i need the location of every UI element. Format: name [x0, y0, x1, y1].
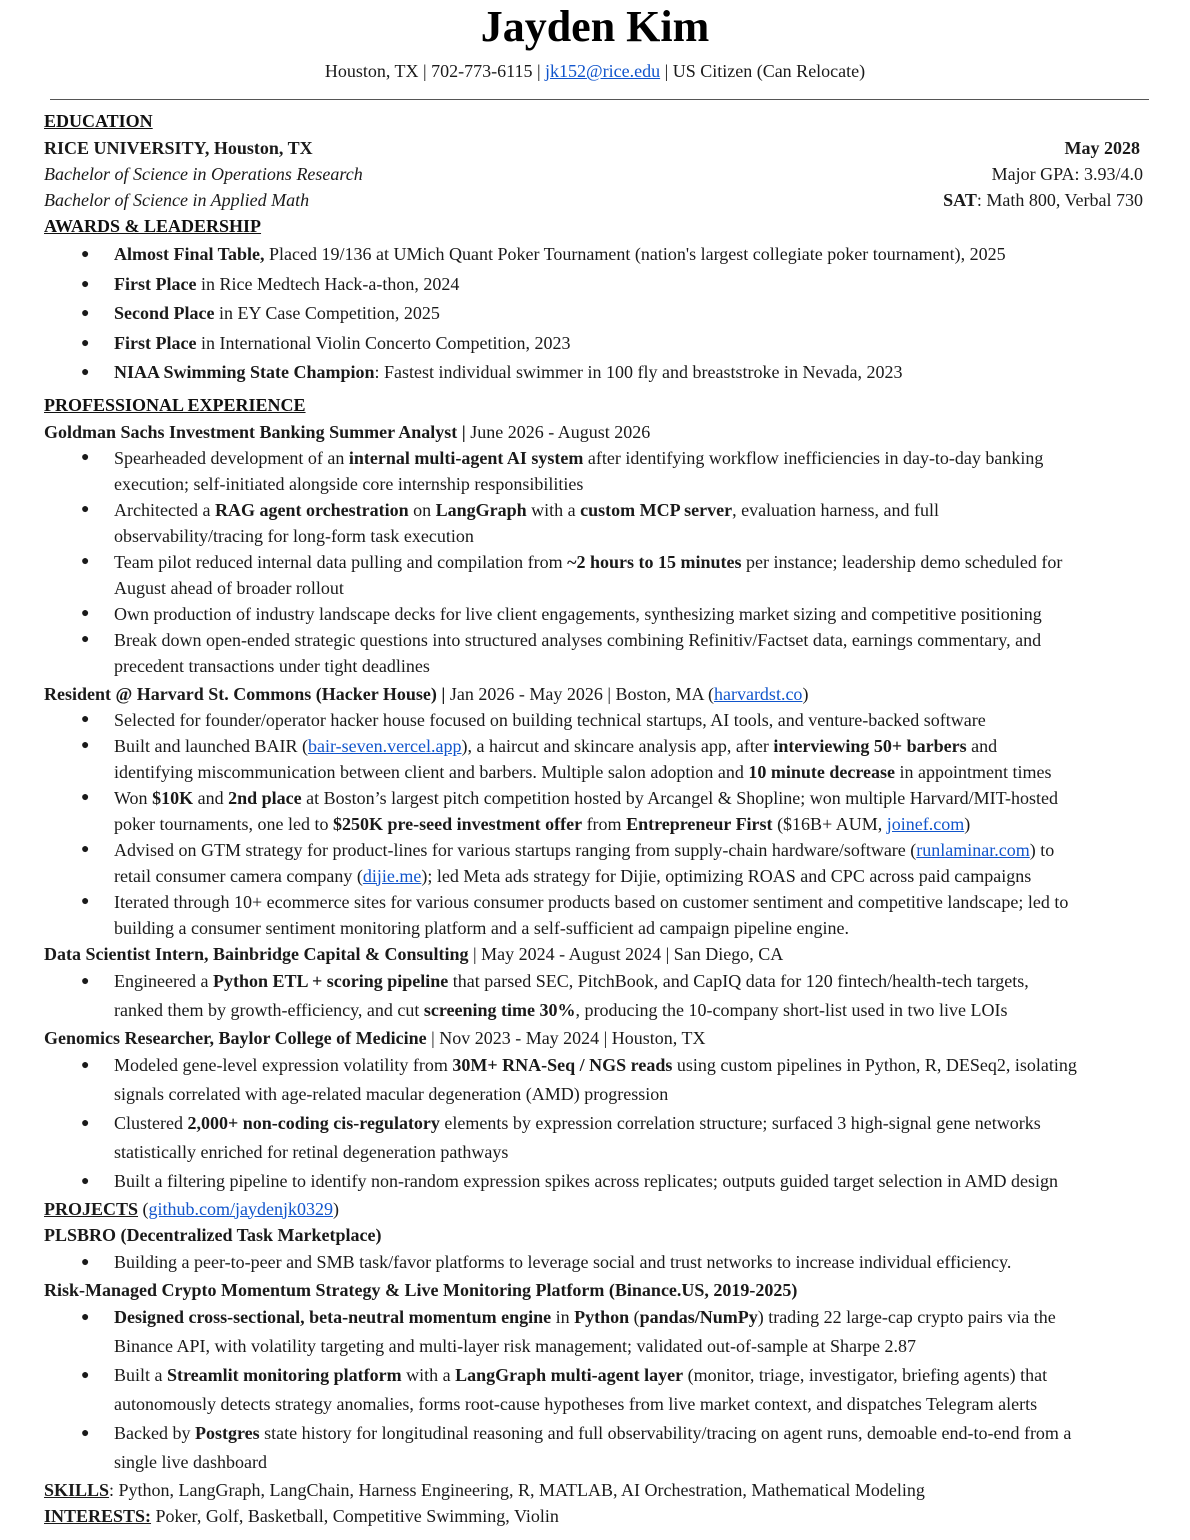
list-item: ● First Place in International Violin Concerto Competition, 2023: [44, 329, 1156, 359]
list-item: ● Architected a RAG agent orchestration on LangGraph with a custom MCP server, evaluation harness, and full observability/tracing for long-form task execution: [44, 497, 1156, 549]
bullet-icon: ●: [81, 1309, 90, 1325]
runlaminar-link[interactable]: runlaminar.com: [916, 839, 1030, 860]
education-heading: EDUCATION: [44, 111, 153, 131]
education-degree-row: [44, 187, 1156, 213]
list-item: ● Won $10K and 2nd place at Boston’s largest pitch competition hosted by Arcangel & Shopline; won multiple Harvard/MIT-hosted poker tournaments, one led to $250K pre-seed investment offer from Entrepreneur First ($16B+ AUM, joinef.com): [44, 785, 1156, 837]
joinef-link[interactable]: joinef.com: [886, 813, 965, 834]
header-divider: [50, 99, 1149, 100]
dijie-link[interactable]: dijie.me: [362, 865, 422, 886]
bullet-icon: ●: [81, 276, 90, 292]
list-item: ● NIAA Swimming State Champion: Fastest individual swimmer in 100 fly and breaststroke in Nevada, 2023: [44, 358, 1156, 388]
list-item: ● Iterated through 10+ ecommerce sites for various consumer products based on customer sentiment and competitive landscape; led to building a consumer sentiment monitoring platform and a self-sufficient ad campaign pipeline engine.: [44, 889, 1156, 941]
bullet-icon: ●: [81, 841, 90, 857]
bullet-icon: ●: [81, 893, 90, 909]
school-name: RICE UNIVERSITY, Houston, TX: [44, 138, 313, 158]
bair-link[interactable]: bair-seven.vercel.app: [307, 735, 462, 756]
list-item: ● Selected for founder/operator hacker house focused on building technical startups, AI tools, and venture-backed software: [44, 707, 1156, 733]
list-item: ● Team pilot reduced internal data pulling and compilation from ~2 hours to 15 minutes per instance; leadership demo scheduled for August ahead of broader rollout: [44, 549, 1156, 601]
job-header-hacker-house: Resident @ Harvard St. Commons (Hacker House) | Jan 2026 - May 2026 | Boston, MA (harvardst.co): [44, 683, 809, 704]
bullet-icon: ●: [81, 553, 90, 569]
graduation-date: May 2028: [1064, 138, 1140, 158]
awards-list: [44, 240, 1156, 388]
skills-text: : Python, LangGraph, LangChain, Harness Engineering, R, MATLAB, AI Orchestration, Mathematical Modeling: [109, 1479, 925, 1500]
bullet-icon: ●: [81, 306, 90, 321]
interests-text: Poker, Golf, Basketball, Competitive Swimming, Violin: [151, 1505, 559, 1526]
contact-prefix: Houston, TX | 702-773-6115 |: [324, 61, 546, 81]
goldman-bullets: [44, 445, 1156, 679]
bullet-icon: ●: [81, 1115, 90, 1131]
bullet-icon: ●: [81, 449, 90, 465]
list-item: ● Built a filtering pipeline to identify non-random expression spikes across replicates; outputs guided target selection in AMD design: [44, 1167, 1156, 1196]
list-item: ● Own production of industry landscape decks for live client engagements, synthesizing market sizing and competitive positioning: [44, 601, 1156, 627]
list-item: ● Built a Streamlit monitoring platform with a LangGraph multi-agent layer (monitor, triage, investigator, briefing agents) that autonomously detects strategy anomalies, forms root-cause hypotheses from live market context, and dispatches Telegram alerts: [44, 1361, 1156, 1419]
bullet-icon: ●: [81, 973, 90, 989]
hacker-house-bullets: [44, 707, 1156, 941]
list-item: ● Almost Final Table, Placed 19/136 at UMich Quant Poker Tournament (nation's largest collegiate poker tournament), 2025: [44, 240, 1156, 270]
list-item: ● Clustered 2,000+ non-coding cis-regulatory elements by expression correlation structure; surfaced 3 high-signal gene networks statistically enriched for retinal degeneration pathways: [44, 1109, 1156, 1167]
job-header-goldman: Goldman Sachs Investment Banking Summer Analyst | June 2026 - August 2026: [44, 421, 651, 442]
bullet-icon: ●: [81, 605, 90, 621]
bullet-icon: ●: [81, 1254, 90, 1270]
job-header-bainbridge: Data Scientist Intern, Bainbridge Capital & Consulting | May 2024 - August 2024 | San Diego, CA: [44, 943, 784, 964]
bullet-icon: ●: [81, 365, 90, 380]
interests-label: INTERESTS:: [44, 1505, 152, 1526]
awards-heading: AWARDS & LEADERSHIP: [44, 216, 262, 236]
list-item: ● Engineered a Python ETL + scoring pipeline that parsed SEC, PitchBook, and CapIQ data for 120 fintech/health-tech targets, ranked them by growth-efficiency, and cut screening time 30%, producing the 10-company short-list used in two live LOIs: [44, 967, 1156, 1025]
list-item: ● Spearheaded development of an internal multi-agent AI system after identifying workflow inefficiencies in day-to-day banking execution; self-initiated alongside core internship responsibilities: [44, 445, 1156, 497]
list-item: ● Built and launched BAIR (bair-seven.vercel.app), a haircut and skincare analysis app, after interviewing 50+ barbers and identifying miscommunication between client and barbers. Multiple salon adoption and 10 minute decrease in appointment times: [44, 733, 1156, 785]
bullet-icon: ●: [81, 737, 90, 753]
contact-suffix: | US Citizen (Can Relocate): [660, 61, 866, 81]
bullet-icon: ●: [81, 1367, 90, 1383]
skills-label: SKILLS: [44, 1479, 110, 1500]
degree-applied-math: Bachelor of Science in Applied Math: [44, 190, 310, 210]
github-link[interactable]: github.com/jaydenjk0329: [148, 1198, 334, 1219]
list-item: ● First Place in Rice Medtech Hack-a-thon, 2024: [44, 270, 1156, 300]
list-item: ● Designed cross-sectional, beta-neutral momentum engine in Python (pandas/NumPy) trading 22 large-cap crypto pairs via the Binance API, with volatility targeting and multi-layer risk management; validated out-of-sample at Sharpe 2.87: [44, 1303, 1156, 1361]
bainbridge-bullets: [44, 967, 1156, 1025]
bullet-icon: ●: [81, 1425, 90, 1441]
list-item: ● Modeled gene-level expression volatility from 30M+ RNA-Seq / NGS reads using custom pipelines in Python, R, DESeq2, isolating signals correlated with age-related macular degeneration (AMD) progression: [44, 1051, 1156, 1109]
projects-heading-row: PROJECTS (github.com/jaydenjk0329): [44, 1198, 340, 1219]
project-title-plsbro: PLSBRO (Decentralized Task Marketplace): [44, 1224, 382, 1245]
skills-row: [44, 1477, 1156, 1503]
plsbro-bullets: [44, 1248, 1156, 1277]
job-header-baylor: Genomics Researcher, Baylor College of Medicine | Nov 2023 - May 2024 | Houston, TX: [44, 1027, 706, 1048]
degree-operations-research: Bachelor of Science in Operations Research: [44, 164, 363, 184]
baylor-bullets: [44, 1051, 1156, 1196]
major-gpa: Major GPA: 3.93/4.0: [991, 164, 1143, 184]
education-school-row: [44, 135, 1156, 161]
project-title-crypto: Risk-Managed Crypto Momentum Strategy & Live Monitoring Platform (Binance.US, 2019-2025): [44, 1279, 798, 1300]
bullet-icon: ●: [81, 501, 90, 517]
list-item: ● Building a peer-to-peer and SMB task/favor platforms to leverage social and trust networks to increase individual efficiency.: [44, 1248, 1156, 1277]
bullet-icon: ●: [81, 789, 90, 805]
email-link[interactable]: jk152@rice.edu: [545, 61, 661, 81]
education-degree-row: [44, 161, 1156, 187]
sat-scores: SAT: Math 800, Verbal 730: [943, 190, 1143, 210]
experience-heading: PROFESSIONAL EXPERIENCE: [44, 394, 306, 415]
bullet-icon: ●: [81, 335, 90, 351]
bullet-icon: ●: [81, 1057, 90, 1073]
bullet-icon: ●: [81, 631, 90, 647]
bullet-icon: ●: [81, 247, 90, 262]
crypto-bullets: [44, 1303, 1156, 1477]
projects-heading: PROJECTS: [44, 1198, 139, 1219]
contact-line: [0, 59, 1190, 83]
bullet-icon: ●: [81, 711, 90, 727]
list-item: ● Advised on GTM strategy for product-lines for various startups ranging from supply-chain hardware/software (runlaminar.com) to retail consumer camera company (dijie.me); led Meta ads strategy for Dijie, optimizing ROAS and CPC across paid campaigns: [44, 837, 1156, 889]
list-item: ● Backed by Postgres state history for longitudinal reasoning and full observability/tracing on agent runs, demoable end-to-end from a single live dashboard: [44, 1419, 1156, 1477]
harvardst-link[interactable]: harvardst.co: [713, 683, 803, 704]
list-item: ● Break down open-ended strategic questions into structured analyses combining Refinitiv/Factset data, earnings commentary, and precedent transactions under tight deadlines: [44, 627, 1156, 679]
list-item: ● Second Place in EY Case Competition, 2025: [44, 299, 1156, 329]
interests-row: [44, 1503, 1156, 1529]
bullet-icon: ●: [81, 1173, 90, 1189]
resume-body: [44, 108, 1156, 1529]
candidate-name: Jayden Kim: [480, 2, 710, 51]
